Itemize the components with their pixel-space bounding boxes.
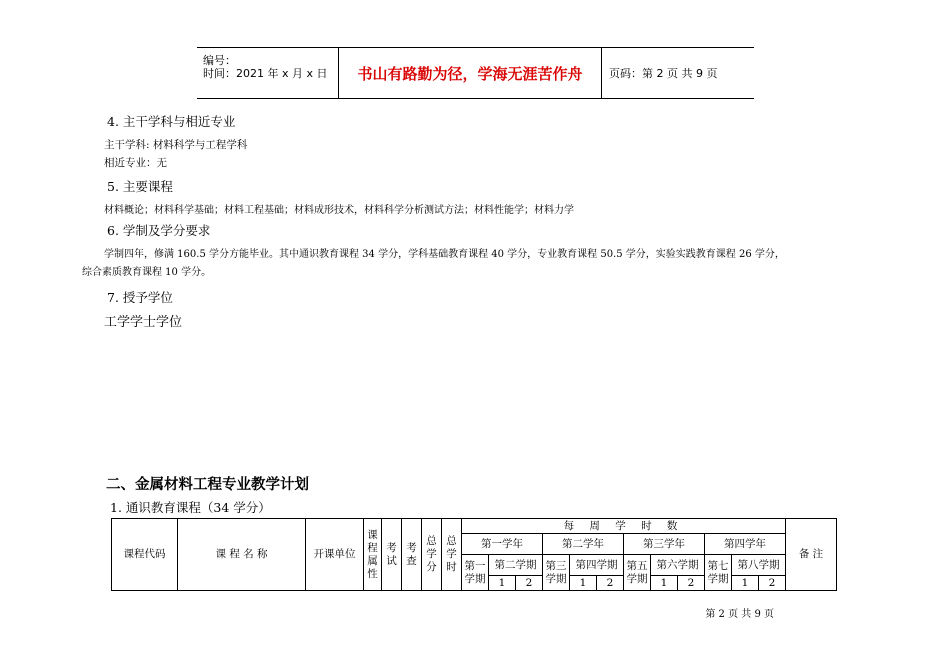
col-attribute: 课程属性	[364, 519, 382, 591]
page-header	[197, 47, 754, 99]
section-4-line-2: 相近专业：无	[104, 157, 167, 169]
term-6-part-2: 2	[678, 576, 705, 591]
section-6-line-2: 综合素质教育课程 10 学分。	[82, 267, 212, 278]
col-total-hours: 总学时	[442, 519, 462, 591]
plan-subtitle: 1. 通识教育课程（34 学分）	[110, 500, 271, 515]
section-4-line-1: 主干学科: 材料科学与工程学科	[104, 139, 248, 151]
term-8-part-1: 1	[732, 576, 759, 591]
time-label: 时间：2021 年 x 月 x 日	[203, 67, 328, 80]
year-4: 第四学年	[705, 534, 786, 555]
year-3: 第三学年	[624, 534, 705, 555]
term-3: 第三学期	[543, 555, 570, 591]
code-label: 编号：	[203, 54, 236, 67]
col-check: 考查	[402, 519, 422, 591]
header-meta	[197, 48, 338, 98]
term-2-part-2: 2	[516, 576, 543, 591]
section-6-heading: 6. 学制及学分要求	[107, 223, 211, 238]
term-6-part-1: 1	[651, 576, 678, 591]
col-course-name: 课 程 名 称	[178, 519, 306, 591]
term-1: 第一学期	[462, 555, 489, 591]
col-total-credit: 总学分	[422, 519, 442, 591]
page-footer: 第 2 页 共 9 页	[705, 609, 774, 620]
term-2-part-1: 1	[489, 576, 516, 591]
year-1: 第一学年	[462, 534, 543, 555]
term-8-part-2: 2	[759, 576, 786, 591]
section-5-line-1: 材料概论；材料科学基础；材料工程基础；材料成形技术，材料科学分析测试方法；材料性能学；材料力学	[104, 205, 574, 216]
col-course-code: 课程代码	[112, 519, 178, 591]
section-6-line-1: 学制四年，修满 160.5 学分方能毕业。其中通识教育课程 34 学分，学科基础教育课程 40 学分，专业教育课程 50.5 学分，实验实践教育课程 26 学分，	[104, 249, 785, 260]
col-weekly-hours: 每 周 学 时 数	[462, 519, 786, 534]
header-motto: 书山有路勤为径，学海无涯苦作舟	[357, 64, 583, 83]
term-5: 第五学期	[624, 555, 651, 591]
col-exam: 考试	[382, 519, 402, 591]
term-2: 第二学期	[489, 555, 543, 576]
term-6: 第六学期	[651, 555, 705, 576]
header-page-number: 页码：第 2 页 共 9 页	[609, 67, 718, 80]
course-table	[111, 518, 837, 591]
term-4-part-2: 2	[597, 576, 624, 591]
plan-title: 二、金属材料工程专业教学计划	[106, 477, 309, 493]
col-remark: 备 注	[786, 519, 837, 591]
year-2: 第二学年	[543, 534, 624, 555]
term-4: 第四学期	[570, 555, 624, 576]
term-4-part-1: 1	[570, 576, 597, 591]
section-5-heading: 5. 主要课程	[107, 179, 173, 194]
section-7-heading: 7. 授予学位	[107, 290, 173, 305]
col-unit: 开课单位	[306, 519, 364, 591]
term-7: 第七学期	[705, 555, 732, 591]
section-4-heading: 4. 主干学科与相近专业	[107, 114, 236, 129]
term-8: 第八学期	[732, 555, 786, 576]
header-divider	[601, 48, 602, 98]
section-7-line-1: 工学学士学位	[104, 315, 183, 330]
